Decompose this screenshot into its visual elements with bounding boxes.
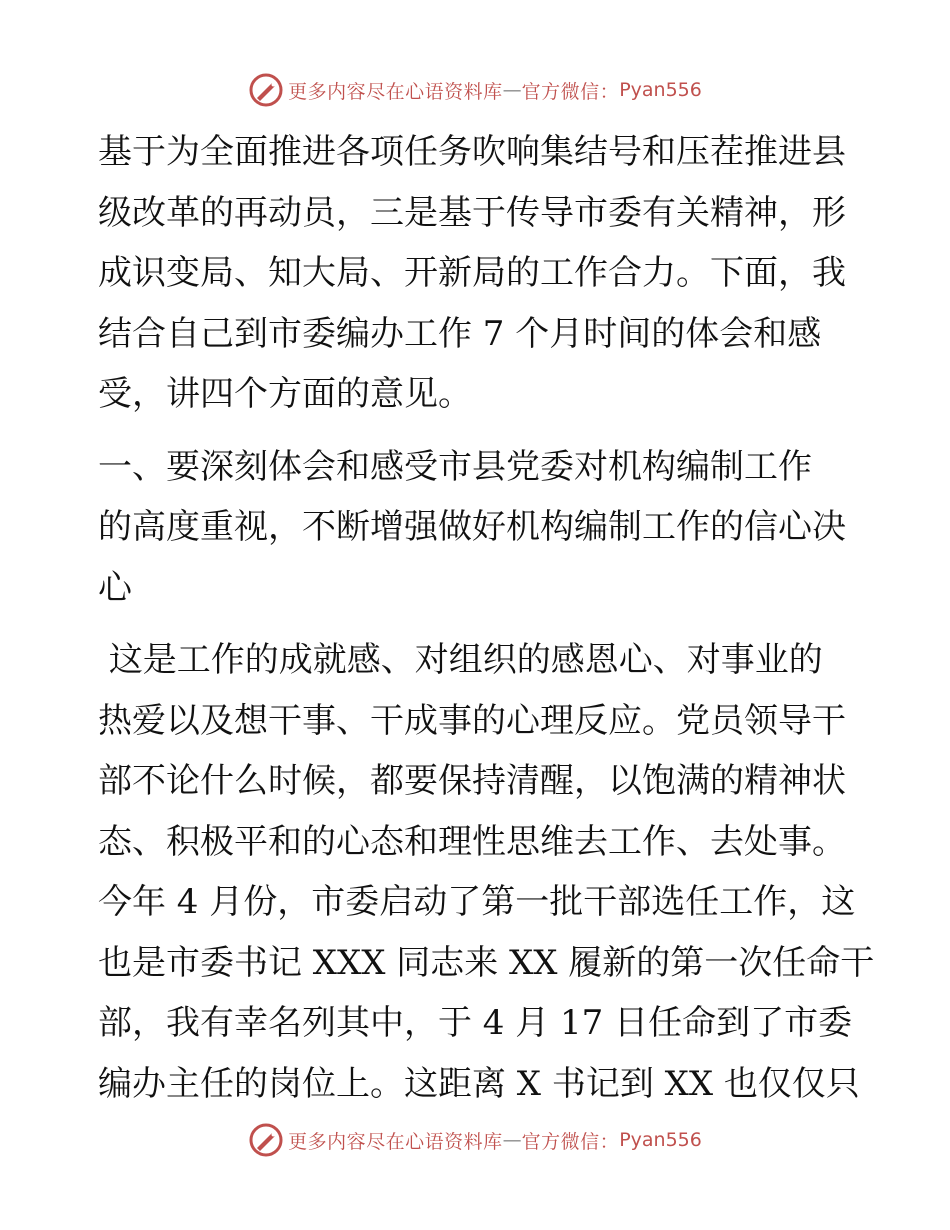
body-line: 部，我有幸名列其中，于 4 月 17 日任命到了市委 [98, 1003, 853, 1043]
pen-nib-logo-icon [248, 1122, 284, 1158]
body-line: 结合自己到市委编办工作 7 个月时间的体会和感 [98, 313, 822, 354]
body-line: 今年 4 月份，市委启动了第一批干部选任工作，这 [98, 882, 856, 922]
body-line: 热爱以及想干事、干成事的心理反应。党员领导干 [98, 700, 846, 741]
header-watermark [0, 70, 950, 110]
body-line: 基于为全面推进各项任务吹响集结号和压茬推进县 [98, 132, 846, 172]
pen-nib-logo-icon [248, 72, 284, 108]
watermark-contact-label: 官方微信： [521, 1130, 620, 1153]
section-heading-line: 一、要深刻体会和感受市县党委对机构编制工作 [98, 446, 812, 487]
watermark-contact-id: Pyan556 [619, 1129, 702, 1151]
watermark-contact-label: 官方微信： [521, 80, 620, 103]
watermark-text: 更多内容尽在心语资料库 [288, 80, 503, 103]
body-line: 成识变局、知大局、开新局的工作合力。下面，我 [98, 253, 846, 293]
watermark-contact-id: Pyan556 [619, 79, 702, 101]
watermark-separator: — [502, 79, 522, 101]
section-heading-line: 的高度重视，不断增强做好机构编制工作的信心决 [98, 507, 846, 547]
body-line: 受，讲四个方面的意见。 [98, 374, 472, 414]
body-line: 级改革的再动员，三是基于传导市委有关精神，形 [98, 192, 846, 233]
footer-watermark [0, 1120, 950, 1160]
body-line: 态、积极平和的心态和理性思维去工作、去处事。 [98, 821, 846, 862]
watermark-text: 更多内容尽在心语资料库 [288, 1130, 503, 1153]
body-line: 也是市委书记 XXX 同志来 XX 履新的第一次任命干 [98, 942, 875, 983]
watermark-separator: — [502, 1129, 522, 1151]
body-line: 编办主任的岗位上。这距离 X 书记到 XX 也仅仅只 [98, 1063, 860, 1104]
document-body [98, 122, 875, 1114]
section-heading-line: 心 [98, 567, 132, 608]
body-line: 部不论什么时候，都要保持清醒，以饱满的精神状 [98, 761, 846, 801]
body-line: 这是工作的成就感、对组织的感恩心、对事业的 [98, 640, 823, 680]
